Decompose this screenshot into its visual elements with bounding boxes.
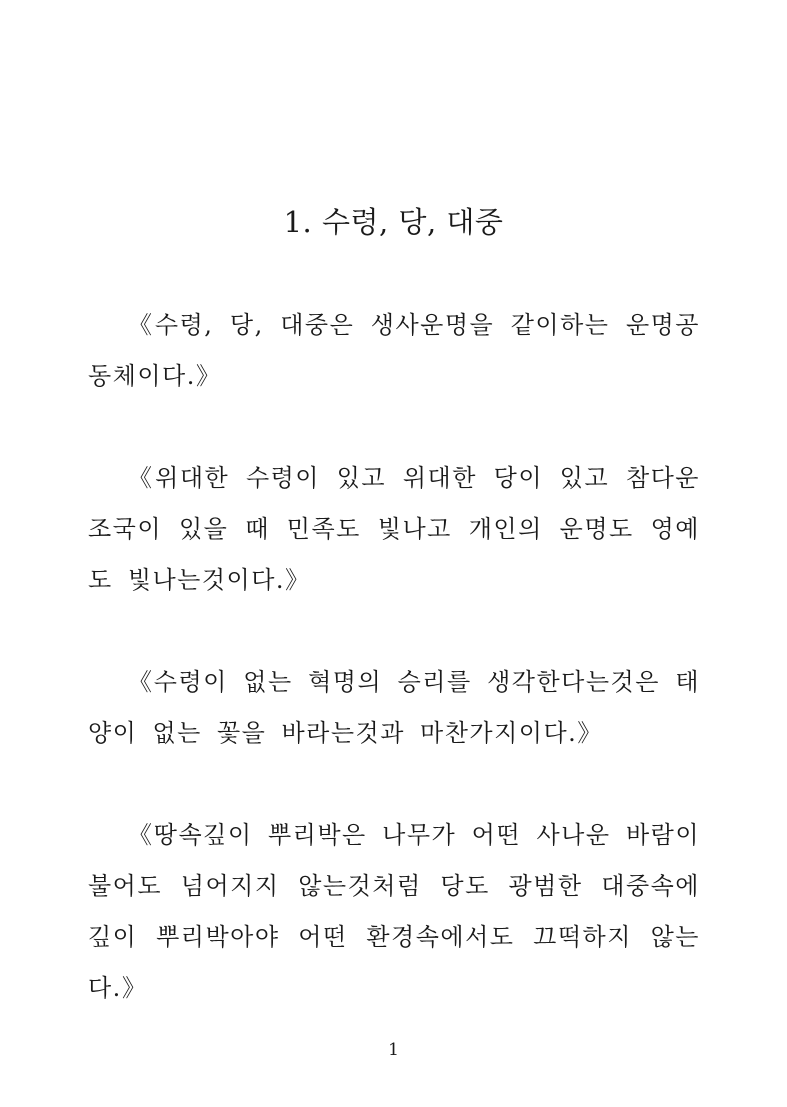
quote-list [88,300,700,1065]
quote-paragraph-2: 《위대한 수령이 있고 위대한 당이 있고 참다운 조국이 있을 때 민족도 빛나고 개인의 운명도 영예도 빛나는것이다.》 [88,464,700,594]
quote-paragraph-4: 《땅속깊이 뿌리박은 나무가 어떤 사나운 바람이 불어도 넘어지지 않는것처럼 당도 광범한 대중속에 깊이 뿌리박아야 어떤 환경속에서도 끄떡하지 않는다.》 [88,821,700,1002]
page-number: 1 [388,1040,399,1060]
quote-paragraph-1: 《수령, 당, 대중은 생사운명을 같이하는 운명공동체이다.》 [88,311,700,390]
quote-paragraph-3: 《수령이 없는 혁명의 승리를 생각한다는것은 태양이 없는 꽃을 바라는것과 마찬가지이다.》 [88,668,700,747]
chapter-title: 1. 수령, 당, 대중 [283,205,504,239]
